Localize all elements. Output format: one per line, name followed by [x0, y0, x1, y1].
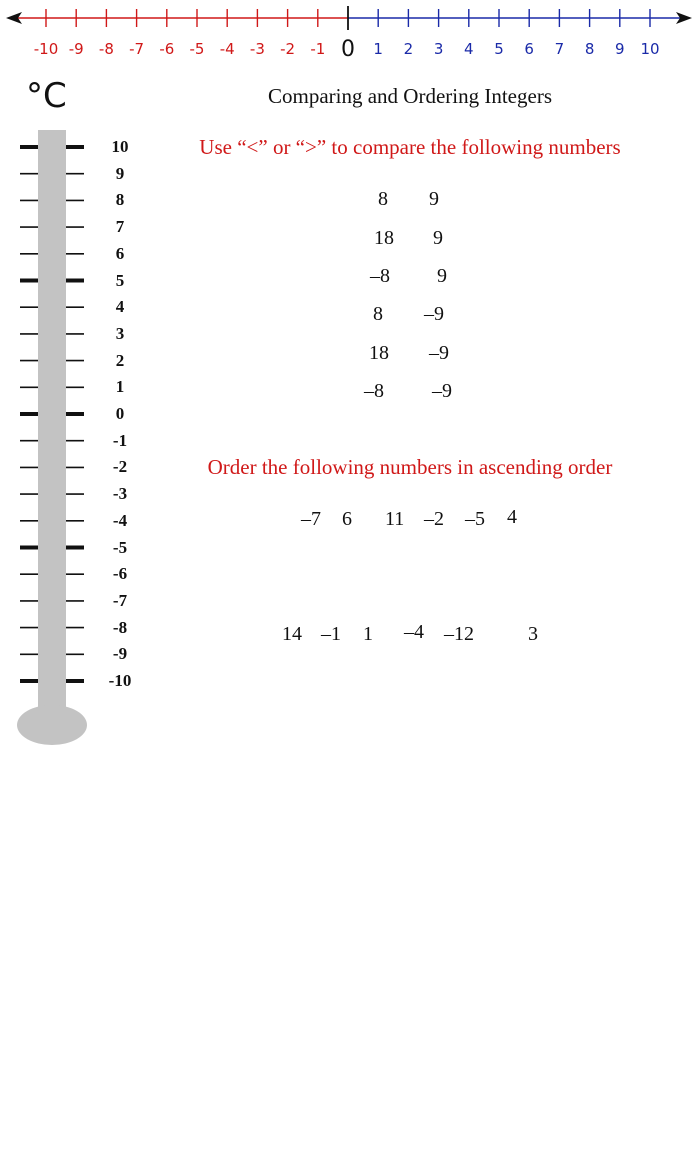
scale-label: 4 — [115, 297, 125, 317]
scale-label: 10 — [111, 137, 129, 156]
thermometer-tube — [38, 130, 66, 720]
compare-right: –9 — [424, 303, 444, 325]
tick-label: 5 — [494, 40, 504, 58]
scale-label: 7 — [115, 217, 125, 237]
compare-left: 18 — [374, 227, 394, 249]
tick-label: 6 — [524, 40, 534, 58]
tick-label: 10 — [640, 40, 660, 58]
scale-label: -10 — [108, 671, 132, 690]
order-number: –7 — [301, 508, 321, 530]
compare-right: –9 — [429, 342, 449, 364]
order-number: 14 — [282, 623, 302, 645]
tick-label: -6 — [159, 40, 175, 58]
compare-right: –9 — [432, 380, 452, 402]
tick-label: -9 — [68, 40, 84, 58]
scale-label: -4 — [112, 510, 128, 530]
compare-left: 8 — [373, 303, 383, 325]
tick-label: 9 — [615, 40, 625, 58]
scale-label: -9 — [112, 644, 128, 664]
tick-label: -8 — [98, 40, 114, 58]
scale-label: 6 — [115, 243, 125, 263]
compare-left: 18 — [369, 342, 389, 364]
tick-label: 4 — [464, 40, 474, 58]
thermometer — [0, 0, 100, 760]
tick-label: 3 — [433, 40, 444, 58]
order-number: –2 — [424, 508, 444, 530]
compare-left: 8 — [378, 188, 388, 210]
scale-label: -1 — [112, 430, 128, 450]
tick-label: -1 — [310, 40, 326, 58]
order-number: 1 — [363, 623, 373, 645]
scale-label: 8 — [115, 190, 125, 210]
tick-label-zero: 0 — [341, 37, 355, 62]
celsius-unit: °C — [26, 76, 67, 116]
order-instruction: Order the following numbers in ascending order — [207, 455, 613, 479]
scale-label: 3 — [115, 323, 125, 343]
tick-label: -3 — [249, 40, 265, 58]
scale-label: -7 — [112, 590, 128, 610]
tick-label: 2 — [403, 40, 414, 58]
tick-label: -4 — [219, 40, 235, 58]
order-number: 11 — [385, 508, 405, 530]
compare-left: –8 — [364, 380, 384, 402]
order-number: 3 — [528, 623, 538, 645]
compare-instruction: Use “<” or “>” to compare the following numbers — [199, 135, 621, 159]
order-number: –1 — [321, 623, 341, 645]
order-number: 4 — [507, 506, 517, 528]
tick-label: -2 — [280, 40, 296, 58]
compare-right: 9 — [429, 188, 439, 210]
tick-label: 7 — [554, 40, 565, 58]
scale-label: -5 — [112, 537, 128, 557]
scale-label: 5 — [115, 270, 125, 290]
order-number: 6 — [342, 508, 352, 530]
tick-label: -5 — [189, 40, 205, 58]
tick-label: 8 — [584, 40, 595, 58]
scale-label: 1 — [115, 377, 125, 397]
order-number: –5 — [465, 508, 485, 530]
order-number: –4 — [404, 621, 424, 643]
compare-right: 9 — [437, 265, 447, 287]
scale-label: -6 — [112, 564, 128, 584]
number-line — [0, 0, 700, 64]
scale-label: -3 — [112, 484, 128, 504]
tick-label: -10 — [33, 40, 59, 58]
scale-label: -2 — [112, 457, 128, 477]
order-number: –12 — [444, 623, 474, 645]
scale-label: -8 — [112, 617, 128, 637]
scale-label: 2 — [115, 350, 125, 370]
thermometer-bulb — [17, 705, 87, 745]
tick-label: 1 — [373, 40, 383, 58]
tick-label: -7 — [129, 40, 145, 58]
page-title: Comparing and Ordering Integers — [267, 84, 552, 108]
compare-right: 9 — [433, 227, 443, 249]
scale-label: 9 — [115, 163, 125, 183]
compare-left: –8 — [370, 265, 390, 287]
scale-label: 0 — [115, 404, 125, 423]
